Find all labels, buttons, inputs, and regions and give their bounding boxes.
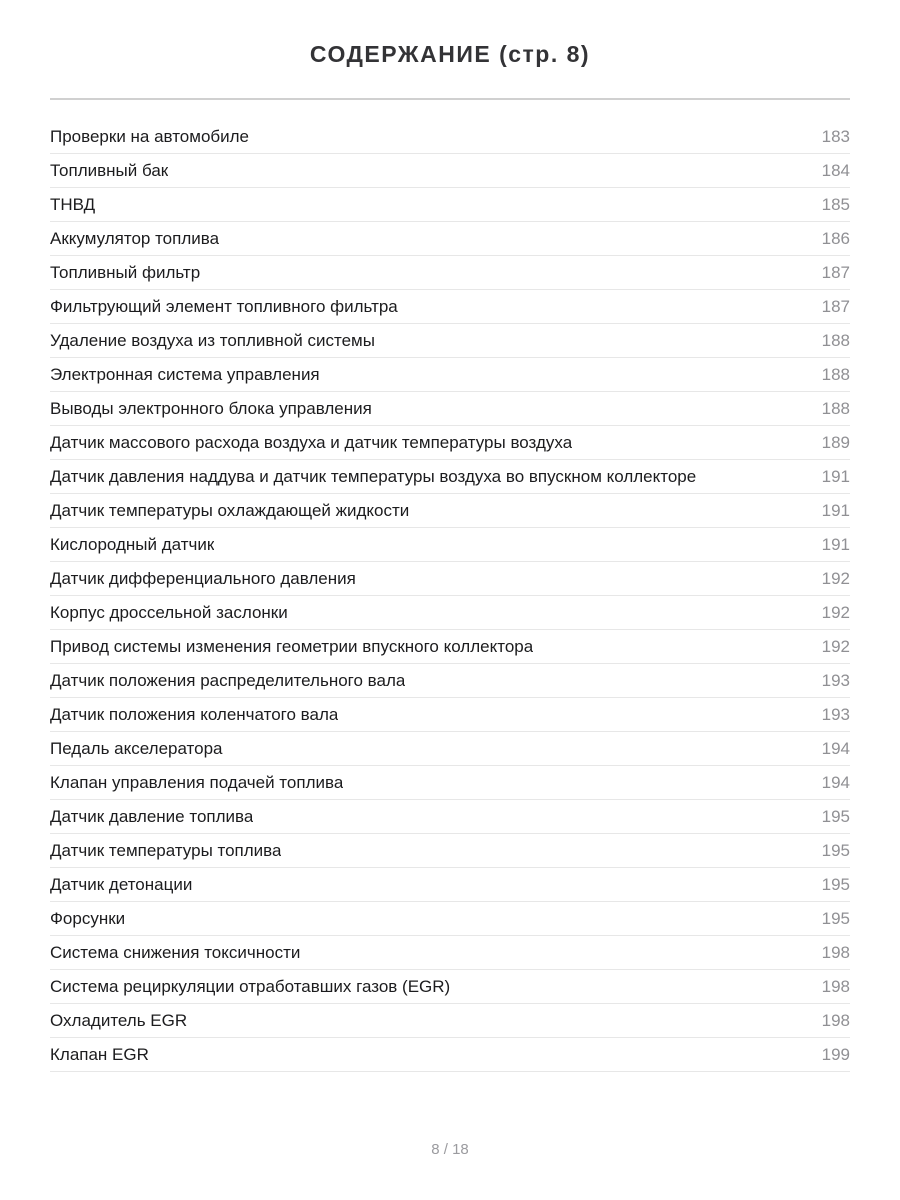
toc-entry-page: 195 — [821, 874, 850, 894]
toc-entry-label: Выводы электронного блока управления — [50, 398, 372, 418]
toc-entry-page: 192 — [821, 602, 850, 622]
toc-entry[interactable] — [50, 154, 850, 188]
toc-entry-label: Датчик температуры топлива — [50, 840, 282, 860]
toc-entry-page: 194 — [821, 738, 850, 758]
toc-entry[interactable] — [50, 460, 850, 494]
toc-entry-page: 192 — [821, 568, 850, 588]
toc-entry-page: 194 — [821, 772, 850, 792]
toc-entry-page: 188 — [821, 398, 850, 418]
toc-entry-page: 187 — [821, 262, 850, 282]
toc-entry-label: Датчик температуры охлаждающей жидкости — [50, 500, 410, 520]
toc-entry-label: Система снижения токсичности — [50, 942, 301, 962]
toc-entry-page: 198 — [821, 1010, 850, 1030]
toc-entry[interactable] — [50, 256, 850, 290]
toc-entry[interactable] — [50, 698, 850, 732]
toc-entry-page: 193 — [821, 704, 850, 724]
toc-entry[interactable] — [50, 596, 850, 630]
toc-entry[interactable] — [50, 902, 850, 936]
toc-entry-page: 191 — [821, 500, 850, 520]
toc-entry-label: Клапан управления подачей топлива — [50, 772, 344, 792]
toc-entry-label: Привод системы изменения геометрии впускного коллектора — [50, 636, 534, 656]
toc-entry-page: 193 — [821, 670, 850, 690]
toc-entry-label: Клапан EGR — [50, 1044, 149, 1064]
toc-entry-label: Кислородный датчик — [50, 534, 215, 554]
toc-entry-page: 184 — [821, 160, 850, 180]
page-indicator: 8 / 18 — [431, 1141, 469, 1158]
toc-entry-label: Датчик давления наддува и датчик температуры воздуха во впускном коллекторе — [50, 466, 697, 486]
toc-entry[interactable] — [50, 970, 850, 1004]
toc-entry-page: 195 — [821, 840, 850, 860]
toc-entry-label: Датчик массового расхода воздуха и датчик температуры воздуха — [50, 432, 573, 452]
toc-entry-page: 195 — [821, 806, 850, 826]
toc-entry[interactable] — [50, 834, 850, 868]
toc-entry-page: 188 — [821, 364, 850, 384]
toc-entry[interactable] — [50, 426, 850, 460]
toc-entry-label: Корпус дроссельной заслонки — [50, 602, 288, 622]
toc-entry-label: Датчик давление топлива — [50, 806, 254, 826]
toc-entry-label: Удаление воздуха из топливной системы — [50, 330, 375, 350]
toc-entry-page: 185 — [821, 194, 850, 214]
toc-entry-page: 186 — [821, 228, 850, 248]
toc-entry[interactable] — [50, 528, 850, 562]
toc-entry-label: Охладитель EGR — [50, 1010, 188, 1030]
toc-entry[interactable] — [50, 324, 850, 358]
toc-entry-page: 192 — [821, 636, 850, 656]
toc-entry-label: Датчик положения коленчатого вала — [50, 704, 339, 724]
toc-entry[interactable] — [50, 732, 850, 766]
toc-entry-page: 191 — [821, 466, 850, 486]
toc-entry[interactable] — [50, 1004, 850, 1038]
toc-entry[interactable] — [50, 120, 850, 154]
toc-entry-page: 199 — [821, 1044, 850, 1064]
toc-entry-label: Аккумулятор топлива — [50, 228, 220, 248]
toc-entry-label: Датчик дифференциального давления — [50, 568, 356, 588]
toc-entry-label: ТНВД — [50, 194, 96, 214]
toc-entry-label: Датчик положения распределительного вала — [50, 670, 406, 690]
toc-entry[interactable] — [50, 800, 850, 834]
page-title: СОДЕРЖАНИЕ (стр. 8) — [309, 41, 591, 67]
toc-entry[interactable] — [50, 494, 850, 528]
toc-entry-page: 195 — [821, 908, 850, 928]
toc-entry-page: 183 — [821, 126, 850, 146]
toc-entry[interactable] — [50, 868, 850, 902]
toc-entry[interactable] — [50, 392, 850, 426]
toc-entry[interactable] — [50, 1038, 850, 1072]
toc-list — [50, 120, 850, 1072]
toc-entry-label: Фильтрующий элемент топливного фильтра — [50, 296, 398, 316]
toc-entry-label: Форсунки — [50, 908, 126, 928]
toc-entry-page: 187 — [821, 296, 850, 316]
toc-entry[interactable] — [50, 188, 850, 222]
toc-entry[interactable] — [50, 222, 850, 256]
toc-entry[interactable] — [50, 766, 850, 800]
toc-entry-label: Датчик детонации — [50, 874, 193, 894]
header-divider — [50, 98, 850, 100]
toc-entry-label: Топливный фильтр — [50, 262, 201, 282]
toc-entry-page: 198 — [821, 942, 850, 962]
toc-entry-label: Педаль акселератора — [50, 738, 223, 758]
toc-entry[interactable] — [50, 358, 850, 392]
toc-entry[interactable] — [50, 630, 850, 664]
toc-entry-page: 189 — [821, 432, 850, 452]
toc-entry-page: 198 — [821, 976, 850, 996]
toc-entry[interactable] — [50, 936, 850, 970]
toc-entry[interactable] — [50, 562, 850, 596]
toc-entry-page: 188 — [821, 330, 850, 350]
toc-entry-label: Электронная система управления — [50, 364, 320, 384]
toc-entry-label: Проверки на автомобиле — [50, 126, 250, 146]
toc-entry[interactable] — [50, 664, 850, 698]
toc-entry[interactable] — [50, 290, 850, 324]
toc-entry-label: Топливный бак — [50, 160, 169, 180]
toc-entry-page: 191 — [821, 534, 850, 554]
toc-entry-label: Система рециркуляции отработавших газов (EGR) — [50, 976, 451, 996]
